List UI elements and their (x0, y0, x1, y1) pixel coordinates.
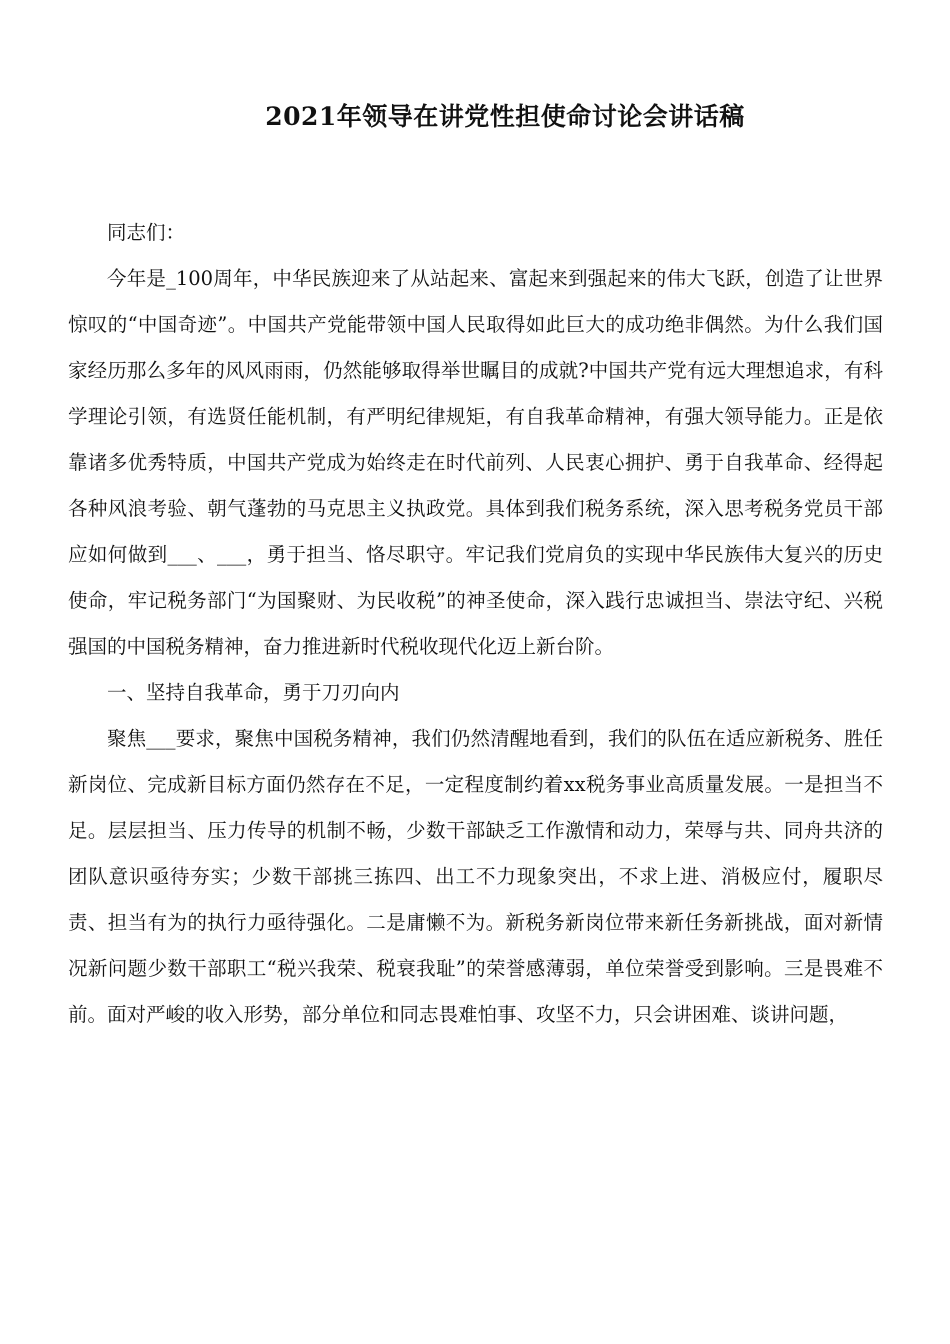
intro-paragraph: 今年是_100周年，中华民族迎来了从站起来、富起来到强起来的伟大飞跃，创造了让世界惊叹的“中国奇迹”。中国共产党能带领中国人民取得如此巨大的成功绝非偶然。为什么我们国家经历那么多年的风风雨雨，仍然能够取得举世瞩目的成就?中国共产党有远大理想追求，有科学理论引领，有选贤任能机制，有严明纪律规矩，有自我革命精神，有强大领导能力。正是依靠诸多优秀特质，中国共产党成为始终走在时代前列、人民衷心拥护、勇于自我革命、经得起各种风浪考验、朝气蓬勃的马克思主义执政党。具体到我们税务系统，深入思考税务党员干部应如何做到___、___，勇于担当、恪尽职守。牢记我们党肩负的实现中华民族伟大复兴的历史使命，牢记税务部门“为国聚财、为民收税”的神圣使命，深入践行忠诚担当、崇法守纪、兴税强国的中国税务精神，奋力推进新时代税收现代化迈上新台阶。 (68, 267, 883, 658)
salutation-paragraph: 同志们： (107, 221, 186, 244)
section-heading: 一、坚持自我革命，勇于刀刃向内 (107, 681, 400, 704)
document-body (68, 210, 883, 1038)
document-title: 2021年领导在讲党性担使命讨论会讲话稿 (265, 102, 745, 131)
section-paragraph: 聚焦___要求，聚焦中国税务精神，我们仍然清醒地看到，我们的队伍在适应新税务、胜任新岗位、完成新目标方面仍然存在不足，一定程度制约着xx税务事业高质量发展。一是担当不足。层层担当、压力传导的机制不畅，少数干部缺乏工作激情和动力，荣辱与共、同舟共济的团队意识亟待夯实；少数干部挑三拣四、出工不力现象突出，不求上进、消极应付，履职尽责、担当有为的执行力亟待强化。二是庸懒不为。新税务新岗位带来新任务新挑战，面对新情况新问题少数干部职工“税兴我荣、税衰我耻”的荣誉感薄弱，单位荣誉受到影响。三是畏难不前。面对严峻的收入形势，部分单位和同志畏难怕事、攻坚不力，只会讲困难、谈讲问题， (68, 727, 883, 1026)
